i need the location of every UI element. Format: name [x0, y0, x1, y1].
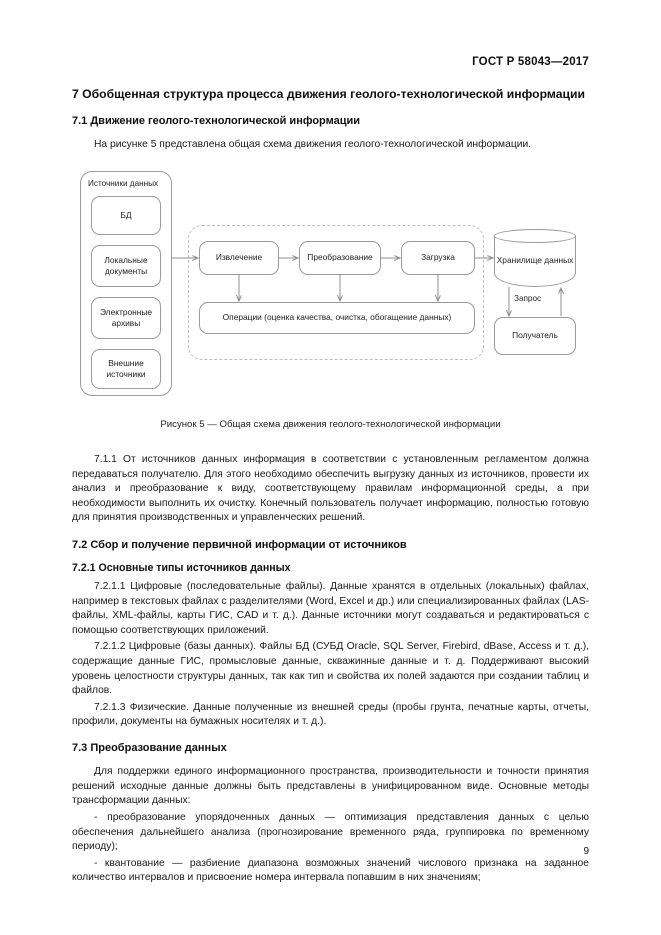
storage-cylinder[interactable] [494, 229, 576, 287]
section-title-7: 7 Обобщенная структура процесса движения геолого-технологической информации [72, 87, 585, 101]
sources-group-label: Источники данных [88, 178, 159, 188]
section-title-7-2: 7.2 Сбор и получение первичной информации от источников [72, 538, 407, 551]
bullet-item-2: - квантование — разбиение диапазона возможных значений числового признака на заданное количество интервалов и присвоение номера интервала попавшим в них значениям; [72, 857, 589, 884]
etl-node-extract[interactable]: Извлечение [199, 241, 279, 275]
etl-node-load[interactable]: Загрузка [401, 241, 475, 275]
bullet-item-1: - преобразование упорядоченных данных — оптимизация представления данных с целью обеспечения дальнейшего анализа (прогнозирование временного ряда, группировка по временному периоду); [72, 811, 589, 853]
paragraph-7-1-lead: На рисунке 5 представлена общая схема движения геолого-технологической информации. [94, 139, 532, 151]
paragraph-7-2-1-1: 7.2.1.1 Цифровые (последовательные файлы). Данные хранятся в отдельных (локальных) файлах, например в текстовых файлах с разделителями (Word, Excel и др.) или специализированных файлах (LAS-файлы, XML-файлы, карты ГИС, CAD и т. д.). Данные источники могут создаваться и редактироваться с помощью соответствующих приложений. [72, 580, 589, 636]
figure-5 [72, 167, 589, 430]
source-node-local-documents[interactable]: Локальные документы [91, 245, 161, 287]
document-content [72, 86, 589, 888]
query-arrow-label: Запрос [514, 293, 542, 303]
operations-node[interactable]: Операции (оценка качества, очистка, обогащение данных) [199, 302, 475, 334]
receiver-node[interactable]: Получатель [494, 317, 576, 355]
figure-caption: Рисунок 5 — Общая схема движения геолого-технологической информации [160, 418, 501, 430]
diagram-canvas [72, 167, 589, 407]
page-number: 9 [583, 846, 589, 857]
document-standard-header: ГОСТ Р 58043—2017 [472, 56, 589, 68]
section-title-7-2-1: 7.2.1 Основные типы источников данных [72, 561, 291, 574]
paragraph-7-2-1-2: 7.2.1.2 Цифровые (базы данных). Файлы БД (СУБД Oracle, SQL Server, Firebird, dBase, Access и т. д.), содержащие данные ГИС, промысловые данные, скважинные данные и т. д. Поддерживают высокий уровень целостности структуры данных, так как тип и свойства их полей задаются при создании таблиц и файлов. [72, 641, 589, 697]
section-title-7-1: 7.1 Движение геолого-технологической информации [72, 115, 361, 128]
source-node-external-sources[interactable]: Внешние источники [91, 349, 161, 389]
paragraph-7-1-1: 7.1.1 От источников данных информация в соответствии с установленным регламентом должна передаваться получателю. Для этого необходимо обеспечить выгрузку данных из источников, провести их анализ и преобразование к виду, соответствующему правилам информационной среды, а при необходимости выполнить их очистку. Конечный пользователь получает информацию, полностью готовую для принятия производственных и управленческих решений. [72, 453, 589, 524]
paragraph-7-2-1-3: 7.2.1.3 Физические. Данные полученные из внешней среды (пробы грунта, печатные карты, отчеты, профили, документы на бумажных носителях и т. д.). [72, 701, 589, 728]
paragraph-7-3-intro: Для поддержки единого информационного пространства, производительности и точности принятия решений исходные данные должны быть представлены в унифицированном виде. Основные методы трансформации данных: [72, 766, 589, 807]
section-title-7-3: 7.3 Преобразование данных [72, 742, 227, 755]
etl-node-transform[interactable]: Преобразование [299, 241, 381, 275]
storage-label: Хранилище данных [496, 255, 574, 266]
source-node-db[interactable]: БД [91, 196, 161, 235]
source-node-electronic-archives[interactable]: Электронные архивы [91, 297, 161, 339]
